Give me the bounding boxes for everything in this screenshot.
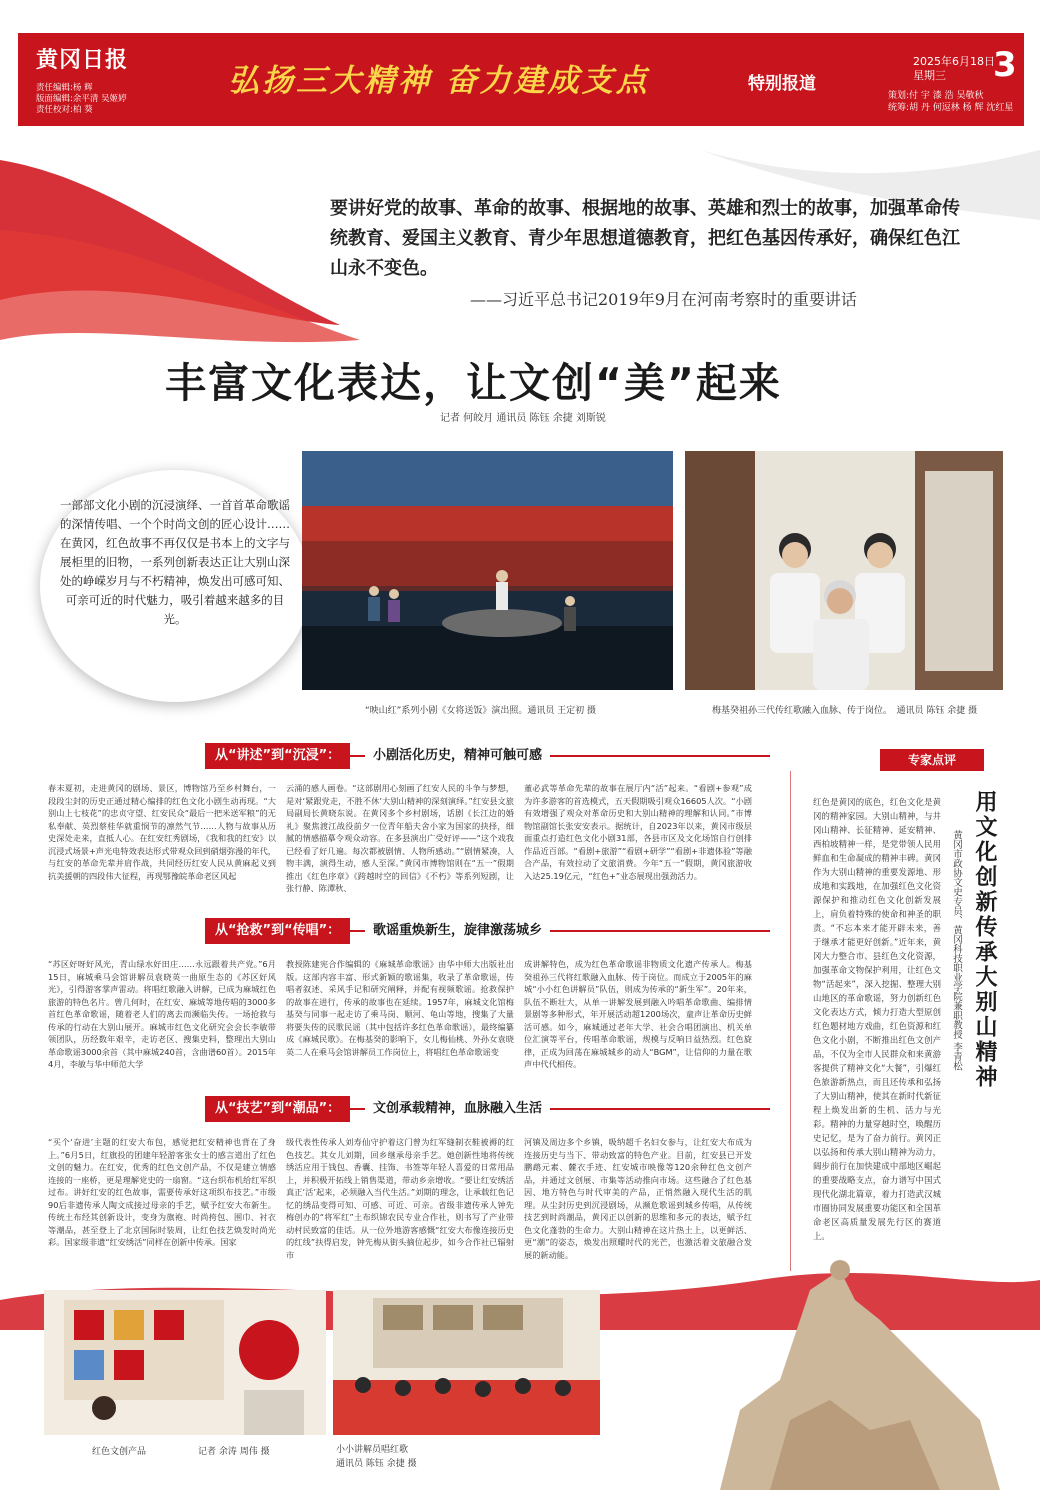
section-tag: 从“讲述”到“沉浸”：: [205, 743, 350, 769]
section2-column-1: “苏区好呀好风光，青山绿水好田庄……永远跟着共产党。”6月15日，麻城乘马会馆讲解员袁晓英一曲原生态的《苏区好风光》，引得游客掌声雷动。将唱红歌融入讲解，已成为麻城红色旅游的特色名片。曾几何时，在红安、麻城等地传唱的3000多首红色革命歌谣，随着老人们的离去而濒临失传。一场抢救与传承的行动在大别山展开。麻城市红色文化研究会会长李敏带领团队，历经数年艰辛，走访老区、搜集史料，整理出大别山革命歌谣3000余首（其中麻城240首，含曲谱60首）。2015年4月，李敏与华中师范大学: [48, 959, 276, 1069]
section2-column-2: 教授陈建宪合作编辑的《麻城革命歌谣》由华中师大出版社出版。这部内容丰富、形式新颖的歌谣集，收录了革命歌谣，传唱者叙述、采风手记和研究阐释，并配有视频歌谣。抢救保护的故事在进行，传承的故事也在延续。1957年，麻城文化馆梅基癸与同事一起走访了乘马岗、顺河、龟山等地，搜集了大量将要失传的民歌民谣（其中包括许多红色革命歌谣），最终编纂成《麻城民歌》。在梅基癸的影响下，女儿梅仙桃、外孙女袁晓英二人在乘马会馆讲解员工作岗位上，将唱红色革命歌谣变: [286, 959, 514, 1057]
family-photo-illustration: [685, 451, 1003, 690]
leader-quote: 要讲好党的故事、革命的故事、根据地的故事、英雄和烈士的故事，加强革命传统教育、爱国主义教育、青少年思想道德教育，把红色基因传承好，确保红色江山永不变色。: [330, 198, 960, 279]
family-photo-caption: 梅基癸祖孙三代传红歌融入血脉、传于岗位。 通讯员 陈钰 余捷 摄: [712, 706, 978, 716]
kids-photo-illustration: [333, 1290, 600, 1435]
section-header-song: [205, 918, 770, 944]
section3-column-3: 河镇及周边多个乡镇，吸纳超千名妇女参与，让红安大布成为连接历史与当下、带动致富的特色产业。目前，红安县已开发鹏鹉元素、麓衣手迹、红安城市映像等120余种红色文创产品，并通过文创展、市集等活动推向市场。这些融合了红色基因、地方特色与时代审美的产品，正悄然融入现代生活的肌理。从尘封历史到沉浸剧场，从濒危歌谣到城乡传唱，从传统技艺到时尚潮品，黄冈正以创新的思维和多元的表达，赋予红色文化蓬勃的生命力。大别山精神在这片热土上，以更鲜活、更“潮”的姿态，焕发出照耀时代的光芒，也激活着文旅融合发展的新动能。: [524, 1137, 752, 1260]
editor-line: 版面编辑:余平清 吴姬婷: [36, 94, 127, 104]
stage-photo-caption: “映山红”系列小剧《女将送饭》演出照。通讯员 王定初 摄: [365, 706, 597, 716]
products-photo-illustration: [44, 1290, 326, 1435]
section3-column-1: “买个‘奋进’主题的红安大布包，感觉把红安精神也背在了身上。”6月5日，红旗投的团建年轻游客张女士的感言道出了红色文创的魅力。在红安，优秀的红色文创产品，不仅是建立情感连接的一座桥，更是理解党史的一扇窗。“这台织布机给红军织过布。讲好红安的红色故事，需要传承好这项织布技艺。”市级90后非遗传承人陶文成接过母亲的手艺，赋予红安大布新生。传统土布经其创新设计，变身为旗袍、时尚挎包、围巾、衬衣等潮品，甚至登上了北京国际时装周，让红色技艺焕发时尚光彩。国家级非遗“红安绣活”同样在创新中传承。国家: [48, 1137, 276, 1247]
section1-column-2: 云涌的感人画卷。“这部剧用心刻画了红安人民的斗争与梦想，是对‘紧跟党走，不胜不休’大别山精神的深刻演绎。”红安县文旅局副局长黄晓东说。在黄冈多个乡村剧场，话剧《长江边的婚礼》聚焦渡江战役前夕一位青年船夫舍小家为国家的抉择，细腻的情感描摹令观众动容。在多县演出广受好评——“这个戏我已经看了好几遍。每次都被剧情、人物所感动。”“剧情紧凑，人物丰满，演得生动，感人至深。”黄冈市博物馆则在“五一”假期推出《红色序章》《跨越时空的回信》《不朽》等系列短剧，让张行静、陈潭秋、: [286, 783, 514, 893]
stage-photo: [302, 451, 673, 690]
issue-date: [913, 55, 995, 83]
expert-commentary-label: 专家点评: [880, 749, 984, 771]
masthead-banner: [18, 33, 1024, 126]
kids-photo-credit: 通讯员 陈钰 余捷 摄: [336, 1459, 417, 1469]
section1-column-1: 春末夏初，走进黄冈的剧场、景区，博物馆乃至乡村舞台，一段段尘封的历史正通过精心编排的红色文化小剧生动再现。“大别山上七枝花”的忠贞守望、红安民众“最后一把米送军粮”的无私奉献、英烈蔡桂华就重悯节的凛然气节……人物与故事从历史深处走来，直抵人心。在红安红秀剧场，《我和我的红安》以沉浸式场景+声光电特效表达形式带观众回到硝烟弥漫的年代，与红安的革命先辈并肩作战，共同经历红安人民从黄麻起义到抗美援朝的四段伟大征程，再现鄂豫皖革命老区风起: [48, 783, 276, 881]
kids-photo-caption: 小小讲解员唱红歌: [336, 1445, 409, 1455]
expert-commentary-title: 用文化创新传承大别山精神: [972, 790, 997, 1090]
section1-column-3: 董必武等革命先辈的故事在展厅内“活”起来。“看剧+参观”成为许多游客的首选模式，五天假期吸引观众16605人次。“小剧有效增强了观众对革命历史和大别山精神的理解和认同。”市博物馆副馆长张安安表示。据统计，自2023年以来，黄冈市级层面重点打造红色文化小剧31部，各县市区及文化场馆自行创排作品近百部。“看剧+旅游”“看剧+研学”“看剧+非遗体验”等融合产品，有效拉动了文旅消费。今年“五一”假期，黄冈旅游收入达25.19亿元，“红色+”业态展现出强劲活力。: [524, 783, 752, 881]
editor-line: 责任校对:柏 葵: [36, 105, 93, 115]
editor-credits: [36, 83, 127, 116]
section-subtitle: 小剧活化历史，精神可触可感: [365, 743, 550, 769]
products-photo: [44, 1290, 326, 1435]
main-headline: 丰富文化表达，让文创“美”起来: [165, 359, 782, 407]
section-tag: 从“抢救”到“传唱”：: [205, 918, 350, 944]
kids-photo: [333, 1290, 600, 1435]
weekday-text: 星期三: [913, 69, 946, 82]
editor-line: 责任编辑:杨 辉: [36, 83, 93, 93]
section3-column-2: 级代表性传承人刘寿仙守护着这门曾为红军缝制衣鞋被褥的红色技艺。其女儿刘期，回乡继承母亲手艺。她创新性地将传统绣活应用于钱包、香囊、挂饰、书签等年轻人喜爱的日常用品上，并积极开拓线上销售渠道，带动乡亲增收。“要让红安绣活真正‘活’起来，必须融入当代生活。”刘期的理念，让承载红色记忆的绣品变得可知、可感、可近、可亲。省级非遗传承人钟先梅创办的“将军红”土布织锦农民专业合作社，则书写了产业带动村民致富的佳话。从一位外地游客感慨“红安大布像连接历史的红线”扶得启发，钟先梅从街头摘位起步，如今合作社已辐射市: [286, 1137, 514, 1260]
planner-line: 策划:付 宇 漆 浩 吴敬秋: [888, 91, 984, 101]
expert-commentary-text: 红色是黄冈的底色，红色文化是黄冈的精神家园。大别山精神，与井冈山精神、长征精神、延安精神、西柏坡精神一样，是党带领人民用鲜血和生命凝成的精神丰碑。黄冈作为大别山精神的重要发源地、形成地和实践地，在加强红色文化资源保护和推动红色文化创新发展上，肩负着特殊的使命和神圣的职责。“不忘本来才能开辟未来，善于继承才能更好创新。”近年来，黄冈大力整合市、县红色文化资源，加强革命文物保护利用，让红色文物“活起来”，深入挖掘、整理大别山地区的革命歌谣，努力创新红色文化表达方式，倾力打造大型原创红色题材地方戏曲，红色资源和红色文化小剧，不断推出红色文创产品，不仅为全市人民群众和来黄游客提供了精神文化“大餐”，引爆红色旅游新热点，而且还传承和弘扬了大别山精神，使其在新时代新征程上焕发出新的生机、活力与光彩。精神的力量穿越时空，唤醒历史记忆，是为了奋力前行。黄冈正以弘扬和传承大别山精神为动力，阔步前行在加快建成中部地区崛起的重要战略支点，奋力谱写中国式现代化湖北篇章，着力打造武汉城市圈协同发展重要功能区和全国革命老区高质量发展先行区的赛道上。: [813, 797, 941, 1241]
special-report-label: 特别报道: [748, 74, 816, 94]
family-photo: [685, 451, 1003, 690]
expert-commentary-author: 黄冈市政协文史专员、黄冈科技职业学院兼职教授 李青松: [951, 830, 962, 1071]
section-header-immersion: [205, 743, 770, 769]
section-subtitle: 文创承载精神，血脉融入生活: [365, 1096, 550, 1122]
article-byline: 记者 何皎月 通讯员 陈钰 余捷 刘斯锐: [440, 413, 606, 424]
intro-text: 一部部文化小剧的沉浸演绎、一首首革命歌谣的深情传唱、一个个时尚文创的匠心设计……在黄冈，红色故事不再仅仅是书本上的文字与展柜里的旧物，一系列创新表达正让大别山深处的峥嵘岁月与不朽精神，焕发出可感可知、可亲可近的时代魅力，吸引着越来越多的目光。: [60, 498, 290, 626]
products-photo-credit: 记者 余涛 周伟 摄: [198, 1447, 270, 1457]
quote-source: ——习近平总书记2019年9月在河南考察时的重要讲话: [470, 290, 857, 309]
planning-credits: [888, 90, 1013, 114]
section-header-crafts: [205, 1096, 770, 1122]
planner-line: 统筹:胡 丹 何逗林 杨 辉 沈红星: [888, 103, 1014, 113]
date-text: 2025年6月18日: [913, 55, 995, 68]
section2-column-3: 成讲解特色，成为红色革命歌谣非物质文化遗产传承人。梅基癸祖孙三代将红歌融入血脉、传于岗位。而成立于2005年的麻城“小小红色讲解员”队伍，则成为传承的“新生军”。20年来，队伍不断壮大，从单一讲解发展到融入吟唱革命歌曲、编排情景剧等多种形式，年开展活动超1200场次，童声让革命历史鲜活可感。如今，麻城通过老年大学、社会合唱团演出、机关单位汇演等平台，传唱革命歌谣，规模与反响日益热烈。红色旋律，正成为回荡在麻城城乡的动人“BGM”，让信仰的力量在歌声中代代相传。: [524, 959, 752, 1069]
page-number: 3: [993, 45, 1017, 85]
monument-sculpture: [680, 1230, 1010, 1490]
campaign-slogan: 弘扬三大精神 奋力建成支点: [228, 63, 650, 99]
products-photo-caption: 红色文创产品: [92, 1447, 147, 1457]
section-subtitle: 歌谣重焕新生，旋律激荡城乡: [365, 918, 550, 944]
section-tag: 从“技艺”到“潮品”：: [205, 1096, 350, 1122]
stage-photo-illustration: [302, 451, 673, 690]
newspaper-logo: 黄冈日报: [36, 47, 129, 73]
